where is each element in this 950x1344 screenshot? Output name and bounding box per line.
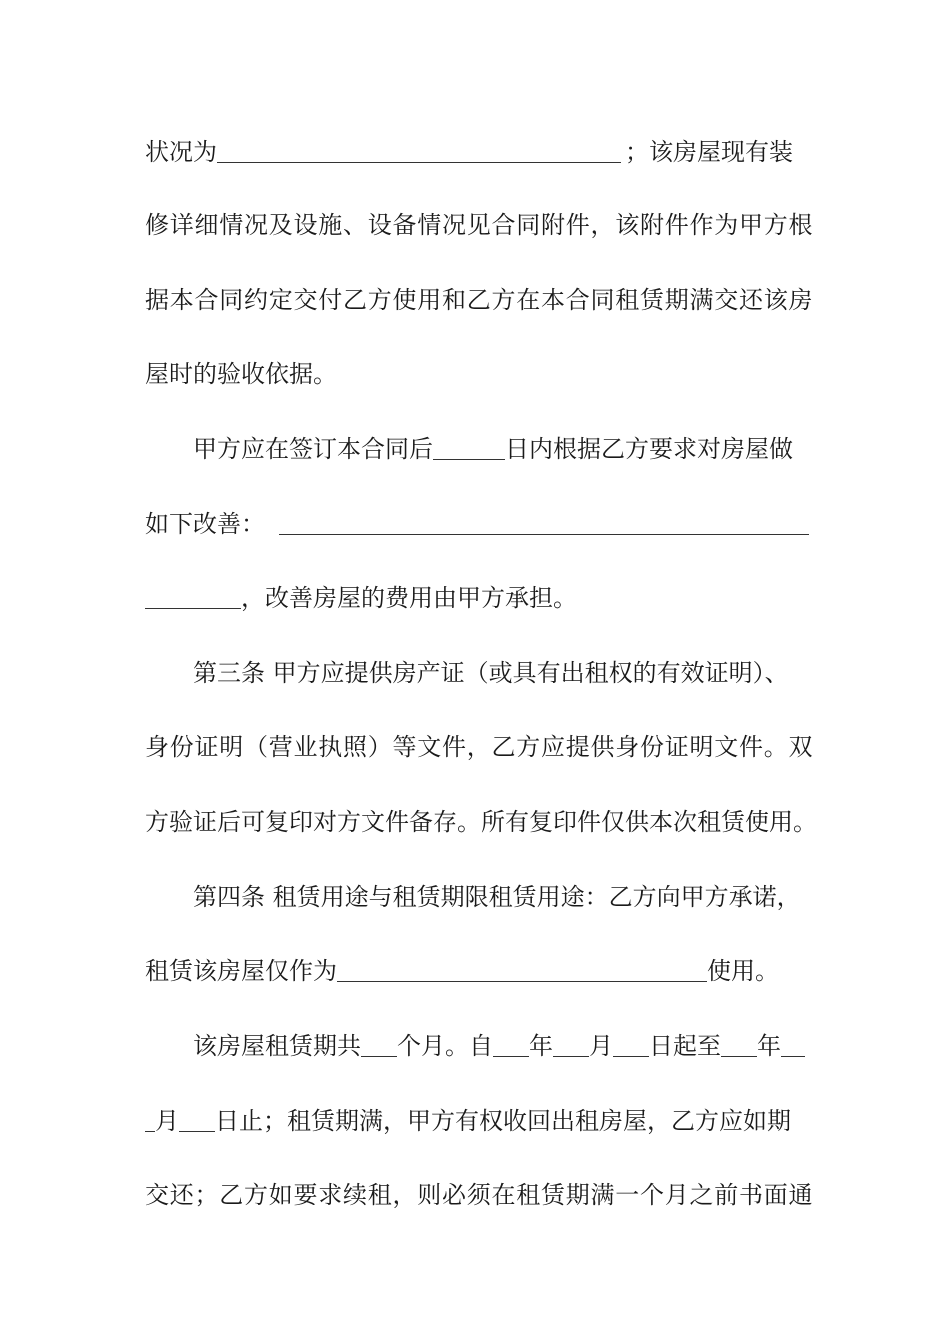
text-segment: 月 bbox=[155, 1107, 179, 1135]
text-segment: 身份证明（营业执照）等文件，乙方应提供身份证明文件。双 bbox=[145, 733, 814, 761]
text-line bbox=[193, 432, 810, 466]
text-segment: 交还；乙方如要求续租，则必须在租赁期满一个月之前书面通 bbox=[145, 1181, 814, 1209]
text-line bbox=[145, 208, 814, 242]
text-segment: ，改善房屋的费用由甲方承担。 bbox=[241, 584, 577, 612]
text-segment: 年 bbox=[757, 1032, 781, 1060]
text-line bbox=[145, 357, 810, 391]
text-line bbox=[145, 135, 810, 169]
text-segment: 如下改善： bbox=[145, 510, 265, 538]
fill-in-blank bbox=[493, 1030, 529, 1057]
text-segment: 该房屋租赁期共 bbox=[193, 1032, 361, 1060]
text-line bbox=[193, 880, 810, 914]
text-segment: ；该房屋现有装 bbox=[625, 138, 793, 166]
text-segment: 屋时的验收依据。 bbox=[145, 360, 337, 388]
text-line bbox=[145, 954, 810, 988]
fill-in-blank bbox=[613, 1030, 649, 1057]
fill-in-blank bbox=[337, 955, 707, 982]
fill-in-blank bbox=[145, 1105, 155, 1132]
text-segment: 第四条 租赁用途与租赁期限租赁用途：乙方向甲方承诺， bbox=[193, 883, 801, 911]
text-line bbox=[145, 805, 817, 839]
text-segment: 据本合同约定交付乙方使用和乙方在本合同租赁期满交还该房 bbox=[145, 286, 814, 314]
text-segment: 状况为 bbox=[145, 138, 217, 166]
text-line bbox=[145, 283, 814, 317]
text-line bbox=[193, 1029, 810, 1063]
text-line bbox=[145, 507, 810, 541]
fill-in-blank bbox=[553, 1030, 589, 1057]
text-segment: 个月。自 bbox=[397, 1032, 493, 1060]
text-segment: 日止；租赁期满，甲方有权收回出租房屋，乙方应如期 bbox=[215, 1107, 791, 1135]
fill-in-blank bbox=[145, 582, 241, 609]
fill-in-blank bbox=[781, 1030, 805, 1057]
text-segment: 甲方应在签订本合同后 bbox=[193, 435, 433, 463]
text-line bbox=[145, 1178, 814, 1212]
text-line bbox=[145, 1104, 810, 1138]
fill-in-blank bbox=[179, 1105, 215, 1132]
fill-in-blank bbox=[279, 508, 809, 535]
text-line bbox=[145, 730, 814, 764]
text-segment: 年 bbox=[529, 1032, 553, 1060]
fill-in-blank bbox=[433, 433, 505, 460]
text-line bbox=[193, 656, 810, 690]
text-segment: 租赁该房屋仅作为 bbox=[145, 957, 337, 985]
text-segment: 方验证后可复印对方文件备存。所有复印件仅供本次租赁使用。 bbox=[145, 808, 817, 836]
fill-in-blank bbox=[217, 136, 621, 163]
text-segment: 月 bbox=[589, 1032, 613, 1060]
fill-in-blank bbox=[721, 1030, 757, 1057]
text-segment: 日内根据乙方要求对房屋做 bbox=[505, 435, 793, 463]
text-segment: 修详细情况及设施、设备情况见合同附件，该附件作为甲方根 bbox=[145, 211, 814, 239]
text-segment: 第三条 甲方应提供房产证（或具有出租权的有效证明）、 bbox=[193, 659, 789, 687]
text-segment: 日起至 bbox=[649, 1032, 721, 1060]
text-line bbox=[145, 581, 810, 615]
text-segment: 使用。 bbox=[707, 957, 779, 985]
fill-in-blank bbox=[361, 1030, 397, 1057]
